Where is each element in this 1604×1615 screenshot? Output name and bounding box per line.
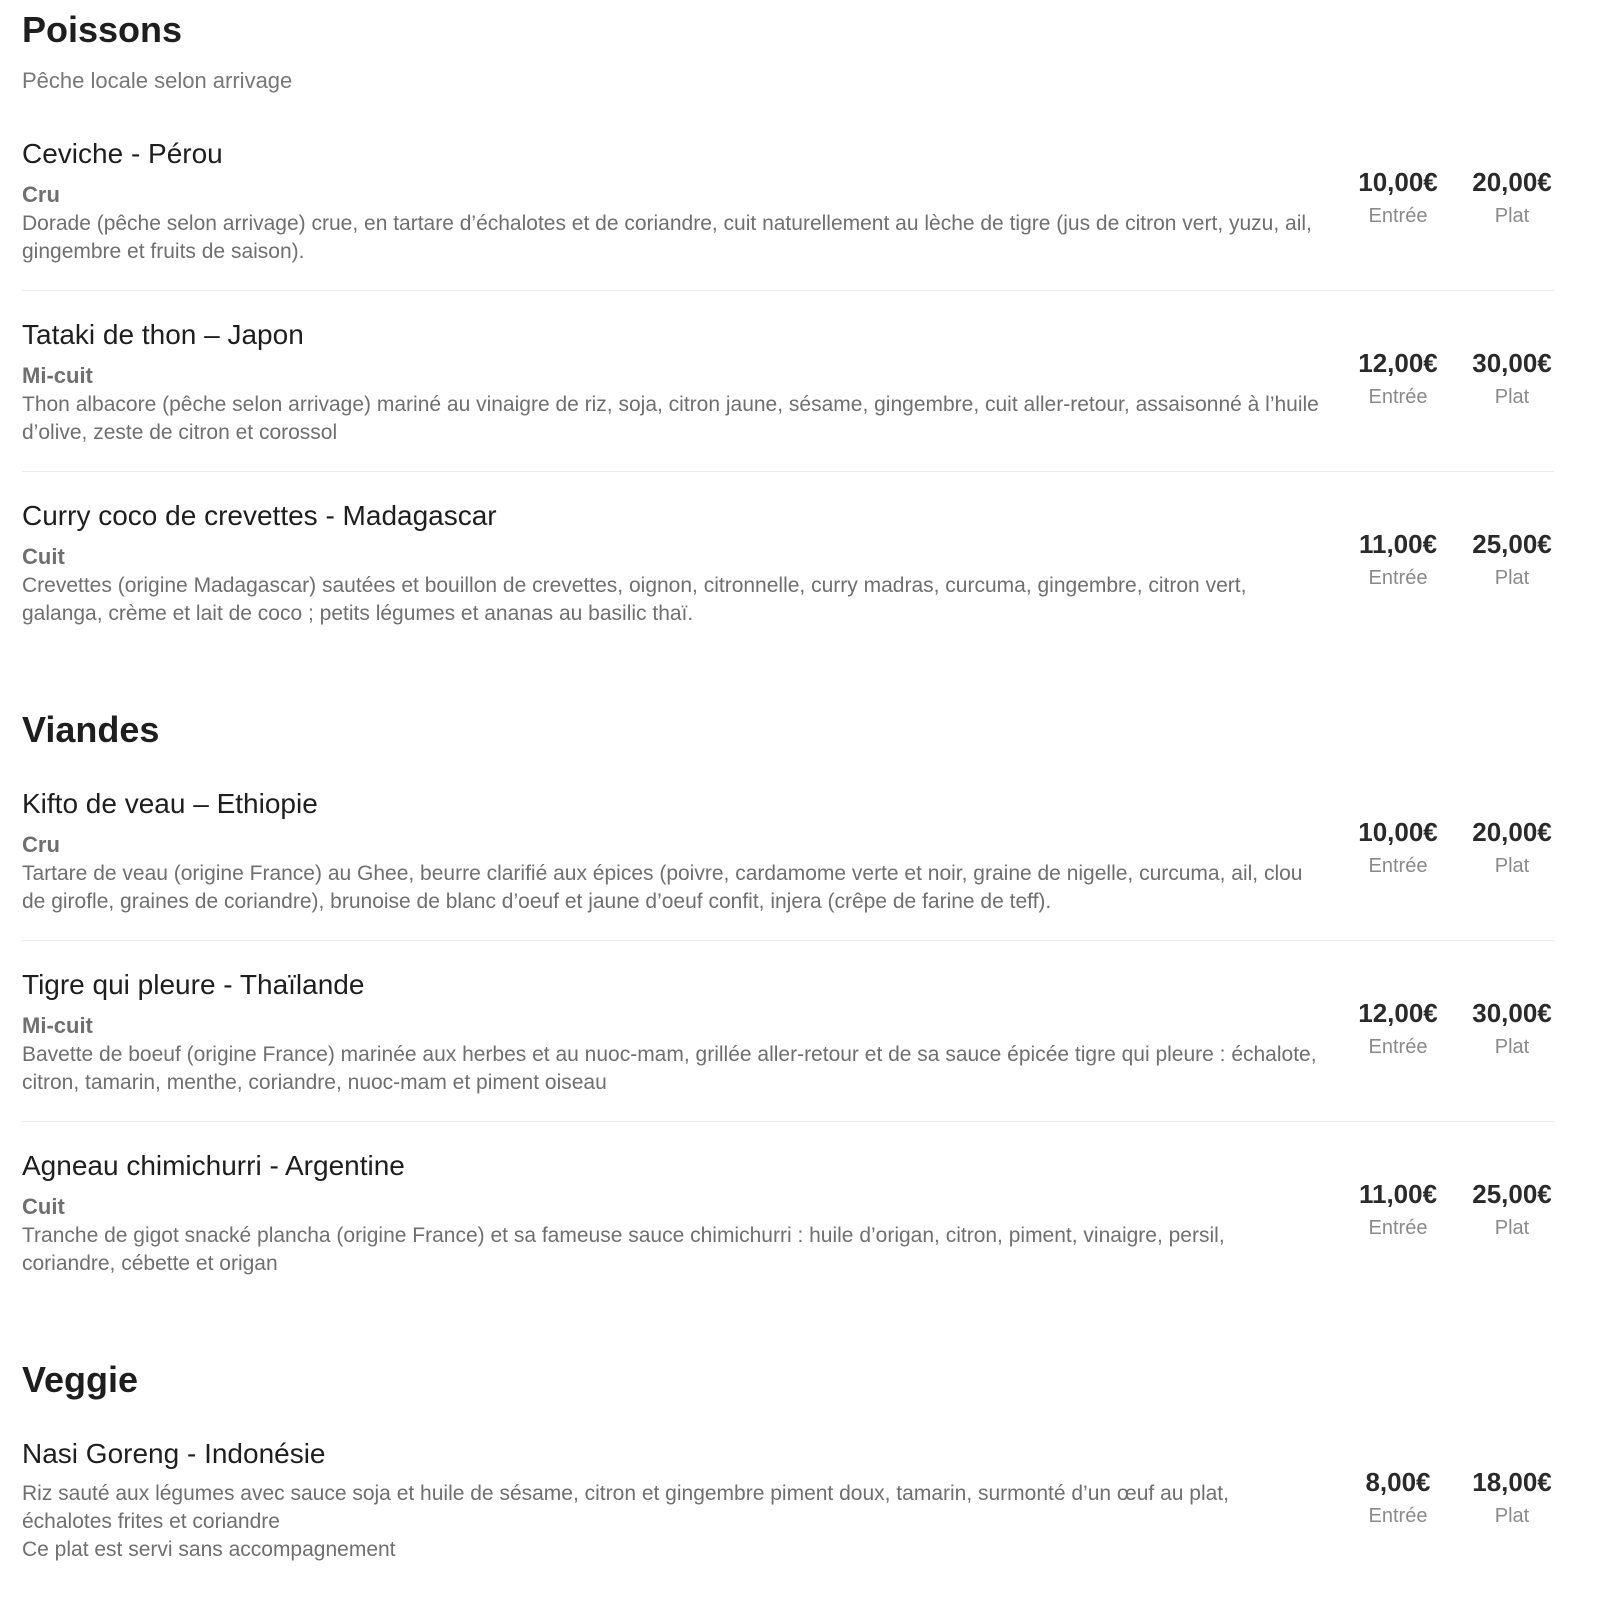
item-details <box>22 786 1322 916</box>
plat-price: 20,00€ <box>1472 167 1552 197</box>
entree-price-group <box>1356 997 1440 1060</box>
entree-label: Entrée <box>1368 1217 1428 1239</box>
entree-price: 10,00€ <box>1358 167 1438 197</box>
section-viandes <box>22 652 1554 1302</box>
plat-price-group <box>1470 997 1554 1060</box>
plat-label: Plat <box>1494 1505 1530 1527</box>
plat-label: Plat <box>1494 1217 1530 1239</box>
item-description: Thon albacore (pêche selon arrivage) mariné au vinaigre de riz, soja, citron jaune, sésame, gingembre, cuit aller-retour, assaisonné à l’huile d’olive, zeste de citron et corossol <box>22 393 1319 444</box>
item-name: Curry coco de crevettes - Madagascar <box>22 500 497 531</box>
item-prices <box>1356 166 1554 229</box>
plat-label: Plat <box>1494 567 1530 589</box>
item-description: Tranche de gigot snacké plancha (origine France) et sa fameuse sauce chimichurri : huile d’origan, citron, piment, vinaigre, persil, coriandre, cébette et origan <box>22 1224 1225 1275</box>
item-name: Ceviche - Pérou <box>22 138 223 169</box>
plat-label: Plat <box>1494 855 1530 877</box>
plat-price: 20,00€ <box>1472 817 1552 847</box>
menu-item-kifto[interactable] <box>22 786 1554 941</box>
plat-price: 30,00€ <box>1472 998 1552 1028</box>
plat-price: 30,00€ <box>1472 348 1552 378</box>
entree-price-group <box>1356 528 1440 591</box>
item-cooking: Cru <box>22 832 60 857</box>
item-name: Tigre qui pleure - Thaïlande <box>22 969 365 1000</box>
item-cooking: Mi-cuit <box>22 1013 93 1038</box>
entree-price: 8,00€ <box>1365 1467 1431 1497</box>
plat-price-group <box>1470 347 1554 410</box>
item-details <box>22 967 1322 1097</box>
item-description: Crevettes (origine Madagascar) sautées et bouillon de crevettes, oignon, citronnelle, curry madras, curcuma, gingembre, citron vert, galanga, crème et lait de coco ; petits légumes et ananas au basilic thaï. <box>22 574 1247 625</box>
entree-price-group <box>1356 166 1440 229</box>
item-cooking: Mi-cuit <box>22 363 93 388</box>
section-title: Poissons <box>22 9 183 50</box>
entree-price: 11,00€ <box>1358 1179 1438 1209</box>
item-prices <box>1356 528 1554 591</box>
section-title: Viandes <box>22 709 160 750</box>
item-details <box>22 1436 1322 1564</box>
item-prices <box>1356 997 1554 1060</box>
entree-label: Entrée <box>1368 1505 1428 1527</box>
plat-label: Plat <box>1494 1036 1530 1058</box>
item-prices <box>1356 816 1554 879</box>
menu-item-tataki[interactable] <box>22 291 1554 472</box>
entree-label: Entrée <box>1368 855 1428 877</box>
section-poissons <box>22 0 1554 652</box>
entree-label: Entrée <box>1368 386 1428 408</box>
plat-price-group <box>1470 816 1554 879</box>
section-title: Veggie <box>22 1359 139 1400</box>
menu-item-curry[interactable] <box>22 472 1554 652</box>
item-details <box>22 317 1322 447</box>
item-prices <box>1356 347 1554 410</box>
item-name: Nasi Goreng - Indonésie <box>22 1438 326 1469</box>
section-subtitle: Pêche locale selon arrivage <box>22 68 293 93</box>
plat-label: Plat <box>1494 205 1530 227</box>
item-name: Tataki de thon – Japon <box>22 319 304 350</box>
item-description: Tartare de veau (origine France) au Ghee, beurre clarifié aux épices (poivre, cardamome verte et noir, graine de nigelle, curcuma, ail, clou de girofle, graines de coriandre), brunoise de blanc d’oeuf et jaune d’oeuf confit, injera (crêpe de farine de teff). <box>22 862 1303 913</box>
entree-label: Entrée <box>1368 567 1428 589</box>
menu-item-nasi-goreng[interactable] <box>22 1436 1554 1588</box>
item-cooking: Cru <box>22 182 60 207</box>
item-description: Riz sauté aux légumes avec sauce soja et huile de sésame, citron et gingembre piment doux, tamarin, surmonté d’un œuf au plat, échalotes frites et coriandre <box>22 1482 1229 1533</box>
entree-price-group <box>1356 816 1440 879</box>
item-prices <box>1356 1178 1554 1241</box>
entree-price: 12,00€ <box>1358 998 1438 1028</box>
plat-price-group <box>1470 1178 1554 1241</box>
item-name: Agneau chimichurri - Argentine <box>22 1150 405 1181</box>
item-details <box>22 1148 1322 1278</box>
section-veggie <box>22 1302 1554 1588</box>
plat-label: Plat <box>1494 386 1530 408</box>
plat-price-group <box>1470 1466 1554 1529</box>
item-details <box>22 498 1322 628</box>
entree-label: Entrée <box>1368 1036 1428 1058</box>
menu <box>22 0 1554 1588</box>
item-prices <box>1356 1466 1554 1529</box>
entree-price-group <box>1356 347 1440 410</box>
plat-price: 25,00€ <box>1472 529 1552 559</box>
item-details <box>22 136 1322 266</box>
item-description: Dorade (pêche selon arrivage) crue, en tartare d’échalotes et de coriandre, cuit naturellement au lèche de tigre (jus de citron vert, yuzu, ail, gingembre et fruits de saison). <box>22 212 1312 263</box>
entree-price-group <box>1356 1466 1440 1529</box>
entree-label: Entrée <box>1368 205 1428 227</box>
menu-item-agneau[interactable] <box>22 1122 1554 1302</box>
plat-price: 18,00€ <box>1472 1467 1552 1497</box>
plat-price: 25,00€ <box>1472 1179 1552 1209</box>
plat-price-group <box>1470 528 1554 591</box>
entree-price: 10,00€ <box>1358 817 1438 847</box>
item-description: Bavette de boeuf (origine France) marinée aux herbes et au nuoc-mam, grillée aller-retour et de sa sauce épicée tigre qui pleure : échalote, citron, tamarin, menthe, coriandre, nuoc-mam et piment oiseau <box>22 1043 1317 1094</box>
entree-price-group <box>1356 1178 1440 1241</box>
menu-item-tigre[interactable] <box>22 941 1554 1122</box>
item-cooking: Cuit <box>22 1194 65 1219</box>
item-name: Kifto de veau – Ethiopie <box>22 788 318 819</box>
menu-item-ceviche[interactable] <box>22 136 1554 291</box>
plat-price-group <box>1470 166 1554 229</box>
item-cooking: Cuit <box>22 544 65 569</box>
item-note: Ce plat est servi sans accompagnement <box>22 1538 396 1561</box>
entree-price: 11,00€ <box>1358 529 1438 559</box>
entree-price: 12,00€ <box>1358 348 1438 378</box>
